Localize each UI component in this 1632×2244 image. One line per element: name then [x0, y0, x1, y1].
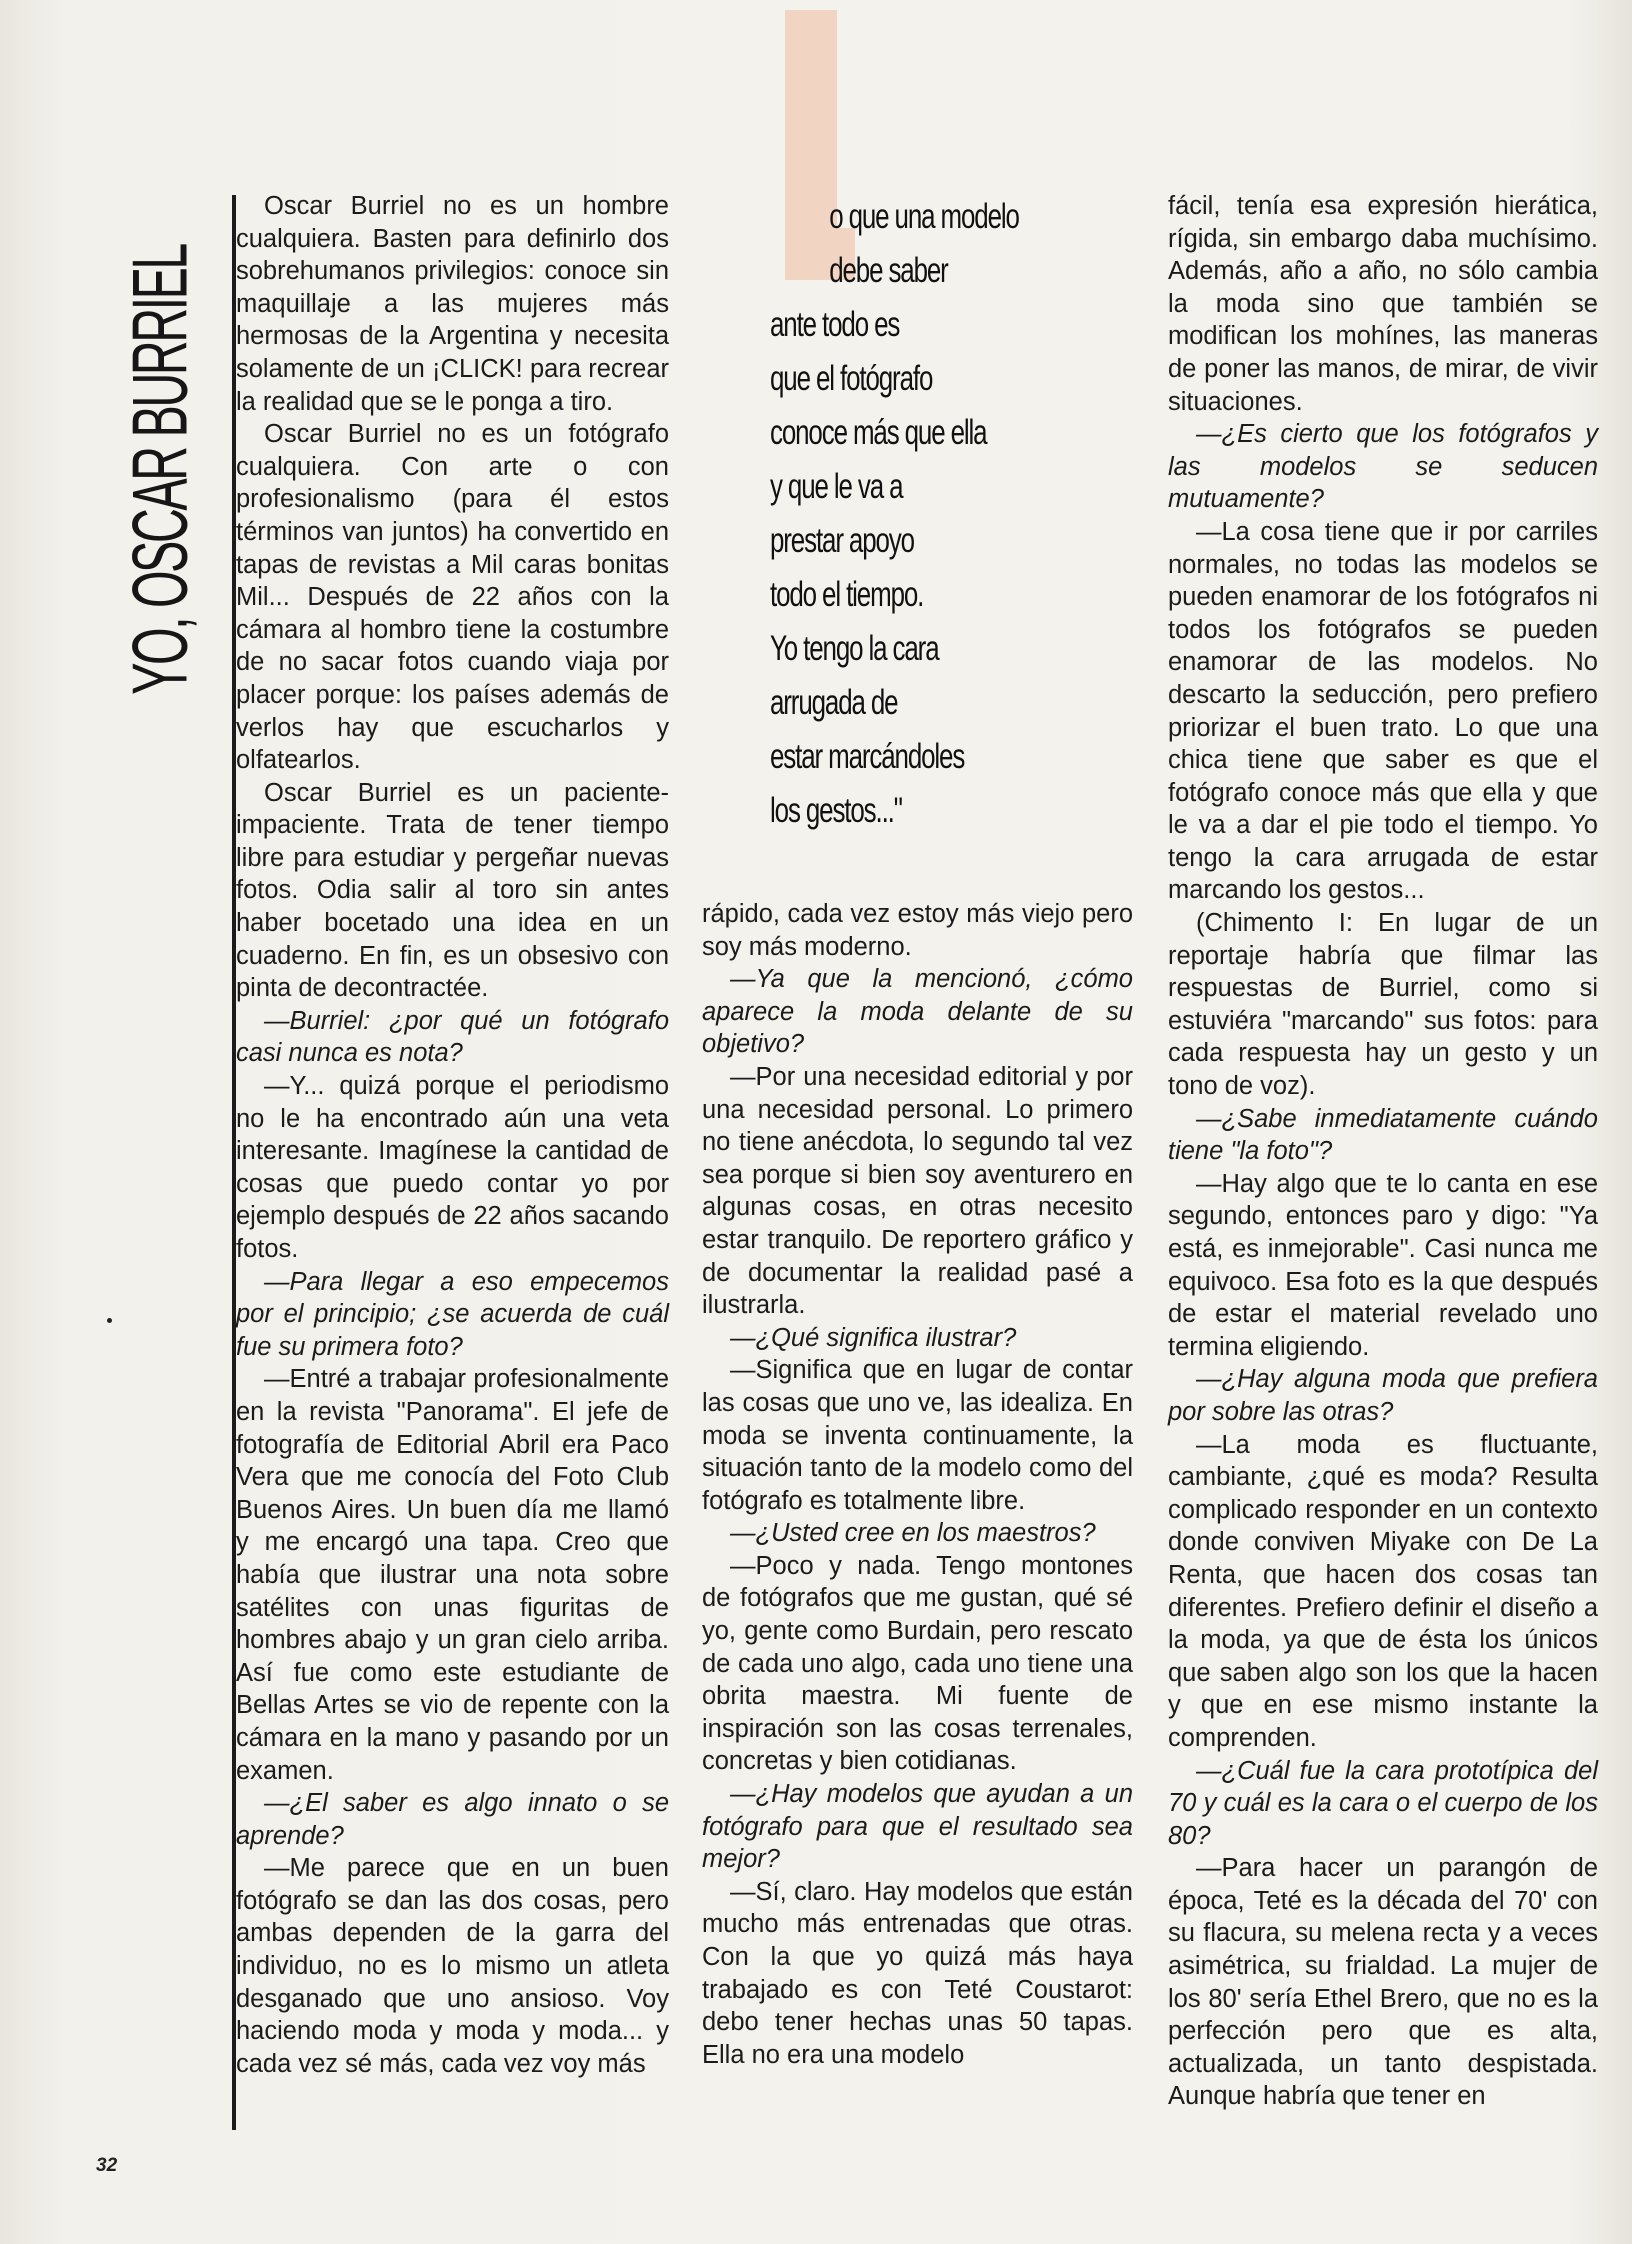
- text-column-3: [1168, 190, 1598, 2113]
- pull-quote-line: conoce más que ella: [770, 413, 987, 452]
- print-speck: [107, 1318, 112, 1323]
- article-paragraph: —Para hacer un parangón de época, Teté es la década del 70' con su flacura, su melena recta y a veces asimétrica, su frialdad. La mujer de los 80' sería Ethel Brero, que no es la perfección pero que es alta, actualizada, un tanto despistada. Aunque habría que tener en: [1168, 1854, 1598, 2111]
- pull-quote-line: estar marcándoles: [770, 737, 965, 776]
- interview-question: —Burriel: ¿por qué un fotógrafo casi nunca es nota?: [236, 1006, 669, 1068]
- article-paragraph: —Hay algo que te lo canta en ese segundo, entonces paro y digo: "Ya está, es inmejorable". Casi nunca me equivoco. Esa foto es la que después de estar el material revelado uno termina eligiendo.: [1168, 1169, 1598, 1361]
- pull-quote-line: que el fotógrafo: [770, 359, 933, 398]
- pull-quote-line: todo el tiempo.: [770, 575, 924, 614]
- pull-quote-line: prestar apoyo: [770, 521, 914, 560]
- interview-question: —¿Usted cree en los maestros?: [730, 1519, 1096, 1548]
- headline-title: YO, OSCAR BURRIEL: [115, 245, 204, 695]
- article-paragraph: —Poco y nada. Tengo montones de fotógrafos que me gustan, qué sé yo, gente como Burdain, pero rescato de cada uno algo, cada uno tiene una obrita maestra. Mi fuente de inspiración son las cosas terrenales, concretas y bien cotidianas.: [702, 1551, 1133, 1776]
- article-paragraph: rápido, cada vez estoy más viejo pero soy más moderno.: [702, 900, 1133, 961]
- article-paragraph: —Significa que en lugar de contar las cosas que uno ve, las idealiza. En moda se inventa continuamente, la situación tanto de la modelo como del fotógrafo es totalmente libre.: [702, 1356, 1133, 1515]
- article-paragraph: Oscar Burriel es un paciente-impaciente. Trata de tener tiempo libre para estudiar y pergeñar nuevas fotos. Odia salir al toro sin antes haber bocetado una idea en un cuaderno. En fin, es un obsesivo con pinta de decontractée.: [236, 778, 669, 1003]
- article-paragraph: fácil, tenía esa expresión hierática, rígida, sin embargo daba muchísimo. Además, año a año, no sólo cambia la moda sino que también se modifican los mohínes, las maneras de poner las manos, de mirar, de vivir situaciones.: [1168, 192, 1598, 416]
- article-paragraph: Oscar Burriel no es un hombre cualquiera. Basten para definirlo dos sobrehumanos privilegios: conoce sin maquillaje a las mujeres más hermosas de la Argentina y necesita solamente de un ¡CLICK! para recrear la realidad que se le ponga a tiro.: [236, 192, 669, 416]
- headline-block: [100, 190, 220, 750]
- interview-question: —¿El saber es algo innato o se aprende?: [236, 1789, 669, 1850]
- interview-question: —Para llegar a eso empecemos por el principio; ¿se acuerda de cuál fue su primera foto?: [236, 1267, 669, 1361]
- interview-question: —¿Es cierto que los fotógrafos y las modelos se seducen mutuamente?: [1168, 420, 1598, 514]
- pull-quote-line: Yo tengo la cara: [770, 629, 939, 668]
- interview-question: —¿Cuál fue la cara prototípica del 70 y cuál es la cara o el cuerpo de los 80?: [1168, 1756, 1598, 1850]
- text-column-2: [702, 898, 1133, 2071]
- article-paragraph: —Me parece que en un buen fotógrafo se dan las dos cosas, pero ambas dependen de la garra del individuo, no es lo mismo un atleta desganado que uno ansioso. Voy haciendo moda y moda y moda... y cada vez sé más, cada vez voy más: [236, 1854, 669, 2078]
- article-paragraph: —La moda es fluctuante, cambiante, ¿qué es moda? Resulta complicado responder en un contexto donde conviven Miyake con De La Renta, que hacen dos cosas tan diferentes. Prefiero definir el diseño a la moda, ya que de ésta los únicos que saben algo son los que la hacen y que en ese mismo instante la comprenden.: [1168, 1430, 1598, 1752]
- text-column-1: [236, 190, 669, 2080]
- article-paragraph: —Y... quizá porque el periodismo no le ha encontrado aún una veta interesante. Imagínese la cantidad de cosas que puedo contar yo por ejemplo después de 22 años sacando fotos.: [236, 1072, 669, 1263]
- pull-quote-line: ante todo es: [770, 305, 900, 344]
- pull-quote-line: y que le va a: [770, 467, 903, 506]
- page-number: 32: [96, 2155, 118, 2176]
- interview-question: —¿Hay alguna moda que prefiera por sobre las otras?: [1168, 1365, 1598, 1426]
- interview-question: —¿Sabe inmediatamente cuándo tiene "la foto"?: [1168, 1104, 1598, 1166]
- interview-question: —¿Hay modelos que ayudan a un fotógrafo para que el resultado sea mejor?: [702, 1780, 1133, 1874]
- pull-quote: [770, 190, 1022, 838]
- article-paragraph: —Sí, claro. Hay modelos que están mucho más entrenadas que otras. Con la que yo quizá más haya trabajado es con Teté Coustarot: debo tener hechas unas 50 tapas. Ella no era una modelo: [702, 1877, 1133, 2069]
- interview-question: —Ya que la mencionó, ¿cómo aparece la moda delante de su objetivo?: [702, 965, 1133, 1059]
- article-paragraph: Oscar Burriel no es un fotógrafo cualquiera. Con arte o con profesionalismo (para él estos términos van juntos) ha convertido en tapas de revistas a Mil caras bonitas Mil... Después de 22 años con la cámara al hombro tiene la costumbre de no sacar fotos cuando viaja por placer porque: los países además de verlos hay que escucharlos y olfatearlos.: [236, 420, 669, 775]
- pull-quote-line: arrugada de: [770, 683, 898, 722]
- article-paragraph: —La cosa tiene que ir por carriles normales, no todas las modelos se pueden enamorar de los fotógrafos ni todos los fotógrafos se pueden enamorar de las modelos. No descarto la seducción, pero prefiero priorizar el buen trato. Lo que una chica tiene que saber es que el fotógrafo conoce más que ella y que le va a dar el pie todo el tiempo. Yo tengo la cara arrugada de estar marcando los gestos...: [1168, 517, 1598, 905]
- interview-question: —¿Qué significa ilustrar?: [730, 1323, 1017, 1352]
- pull-quote-line: debe saber: [829, 251, 948, 290]
- article-paragraph: —Por una necesidad editorial y por una necesidad personal. Lo primero no tiene anécdota, lo segundo tal vez sea porque si bien soy aventurero en algunas cosas, en otras necesito estar tranquilo. De reportero gráfico y de documentar la realidad pasé a ilustrarla.: [702, 1062, 1133, 1320]
- pull-quote-line: o que una modelo: [829, 197, 1019, 236]
- pull-quote-line: los gestos...": [770, 791, 902, 830]
- article-paragraph: (Chimento I: En lugar de un reportaje habría que filmar las respuestas de Burriel, como si estuviéra "marcando" sus fotos: para cada respuesta hay un gesto y un tono de voz).: [1168, 909, 1598, 1101]
- article-paragraph: —Entré a trabajar profesionalmente en la revista "Panorama". El jefe de fotografía de Editorial Abril era Paco Vera que me conocía del Foto Club Buenos Aires. Un buen día me llamó y me encargó una tapa. Creo que había que ilustrar una nota sobre satélites con unas figuritas de hombres abajo y un gran cielo arriba. Así fue como este estudiante de Bellas Artes se vio de repente con la cámara en la mano y pasando por un examen.: [236, 1365, 669, 1785]
